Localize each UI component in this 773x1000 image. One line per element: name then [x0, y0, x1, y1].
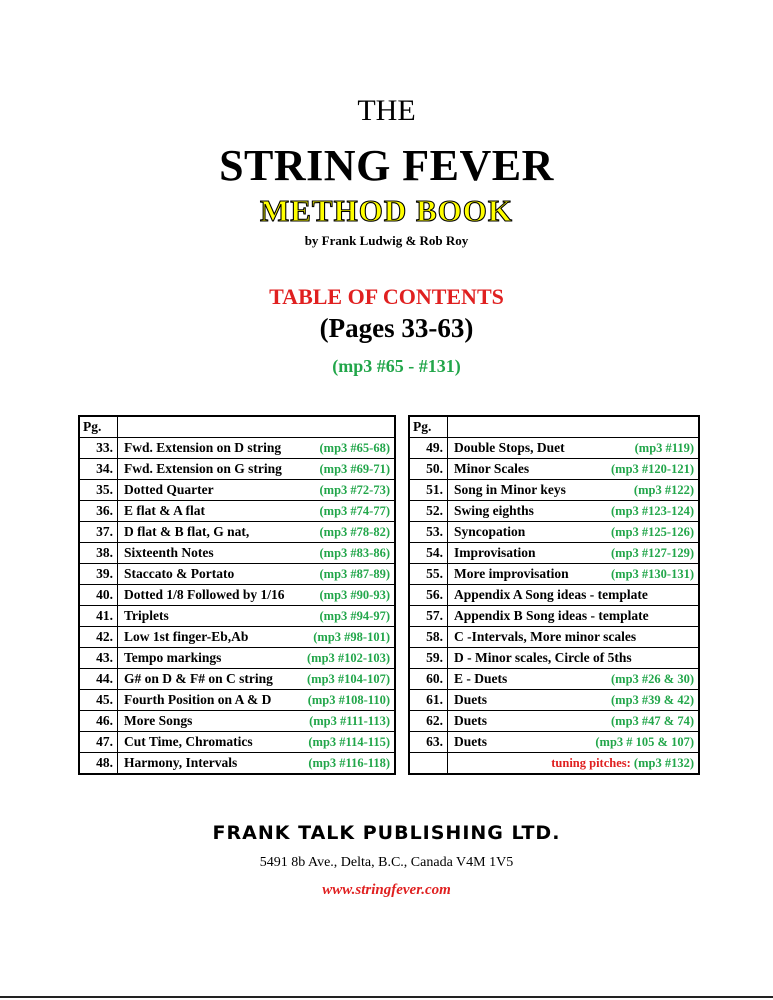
- toc-header-page: Pg.: [79, 416, 118, 438]
- toc-topic: Staccato & Portato: [124, 566, 235, 581]
- toc-mp3-ref: (mp3 #69-71): [319, 462, 390, 476]
- toc-entry: [448, 564, 700, 585]
- toc-topic: Appendix B Song ideas - template: [454, 608, 649, 623]
- toc-page-number: 42.: [79, 627, 118, 648]
- toc-row: [79, 522, 395, 543]
- toc-row: [409, 564, 699, 585]
- toc-header-page: Pg.: [409, 416, 448, 438]
- toc-topic: Duets: [454, 713, 487, 728]
- toc-page-number: 53.: [409, 522, 448, 543]
- toc-topic: Dotted Quarter: [124, 482, 214, 497]
- toc-mp3-ref: (mp3 #26 & 30): [611, 672, 694, 686]
- toc-mp3-ref: (mp3 #125-126): [611, 525, 694, 539]
- toc-row: [409, 522, 699, 543]
- toc-mp3-ref: (mp3 #94-97): [319, 609, 390, 623]
- toc-page-number: 39.: [79, 564, 118, 585]
- toc-mp3-ref: (mp3 #87-89): [319, 567, 390, 581]
- authors-line: by Frank Ludwig & Rob Roy: [304, 233, 469, 248]
- toc-page-number: 54.: [409, 543, 448, 564]
- toc-mp3-ref: (mp3 #114-115): [308, 735, 390, 749]
- toc-page-number: 58.: [409, 627, 448, 648]
- toc-table-right: [408, 415, 700, 775]
- toc-topic: More improvisation: [454, 566, 569, 581]
- toc-page-number: 43.: [79, 648, 118, 669]
- toc-topic: Dotted 1/8 Followed by 1/16: [124, 587, 285, 602]
- toc-row: [79, 543, 395, 564]
- toc-page-number: 40.: [79, 585, 118, 606]
- toc-mp3-ref: (mp3 #108-110): [307, 693, 390, 707]
- toc-mp3-ref: (mp3 #72-73): [319, 483, 390, 497]
- toc-row: [409, 690, 699, 711]
- toc-topic: Fourth Position on A & D: [124, 692, 272, 707]
- toc-row: [79, 501, 395, 522]
- toc-topic: D - Minor scales, Circle of 5ths: [454, 650, 632, 665]
- toc-page-number: 50.: [409, 459, 448, 480]
- toc-mp3-ref: (mp3 # 105 & 107): [595, 735, 694, 749]
- toc-page-number: 55.: [409, 564, 448, 585]
- toc-header-row: [409, 416, 699, 438]
- toc-page-number: 48.: [79, 753, 118, 775]
- toc-page-number: 38.: [79, 543, 118, 564]
- toc-page-number: 45.: [79, 690, 118, 711]
- tuning-label: tuning pitches:: [551, 756, 631, 770]
- toc-topic: Sixteenth Notes: [124, 545, 214, 560]
- toc-topic: Syncopation: [454, 524, 526, 539]
- toc-row: [79, 606, 395, 627]
- toc-entry: [118, 606, 396, 627]
- toc-topic: C -Intervals, More minor scales: [454, 629, 637, 644]
- mp3-range: (mp3 #65 - #131): [332, 356, 461, 376]
- toc-row: [79, 690, 395, 711]
- toc-entry: [118, 438, 396, 459]
- toc-row: [79, 648, 395, 669]
- toc-entry: [448, 522, 700, 543]
- toc-entry: [118, 459, 396, 480]
- toc-page-number: 33.: [79, 438, 118, 459]
- toc-topic: Minor Scales: [454, 461, 530, 476]
- toc-mp3-ref: (mp3 #127-129): [611, 546, 694, 560]
- toc-topic: Song in Minor keys: [454, 482, 566, 497]
- toc-entry: [448, 690, 700, 711]
- toc-mp3-ref: (mp3 #98-101): [313, 630, 390, 644]
- toc-header-topic: [118, 416, 396, 438]
- tuning-mp3-ref: (mp3 #132): [633, 756, 694, 770]
- tuning-pitches: [551, 756, 694, 771]
- toc-mp3-ref: (mp3 #83-86): [319, 546, 390, 560]
- toc-row: [409, 669, 699, 690]
- toc-entry: [448, 711, 700, 732]
- toc-topic: Duets: [454, 734, 487, 749]
- toc-mp3-ref: (mp3 #65-68): [319, 441, 390, 455]
- toc-header-topic: [448, 416, 700, 438]
- toc-page-number: 59.: [409, 648, 448, 669]
- toc-row: [79, 711, 395, 732]
- toc-page-number: 61.: [409, 690, 448, 711]
- toc-page-number: 47.: [79, 732, 118, 753]
- toc-page-number: 49.: [409, 438, 448, 459]
- toc-topic: Harmony, Intervals: [124, 755, 238, 770]
- toc-row: [79, 459, 395, 480]
- toc-page-number: 52.: [409, 501, 448, 522]
- toc-page-number: 51.: [409, 480, 448, 501]
- toc-mp3-ref: (mp3 #123-124): [611, 504, 694, 518]
- toc-heading: TABLE OF CONTENTS: [269, 284, 504, 309]
- toc-page-number: 46.: [79, 711, 118, 732]
- publisher-logo: FRANK TALK PUBLISHING LTD.: [212, 822, 561, 844]
- toc-topic: Triplets: [124, 608, 169, 623]
- toc-topic: Fwd. Extension on G string: [124, 461, 282, 476]
- toc-page-number: [409, 753, 448, 775]
- toc-page-number: 57.: [409, 606, 448, 627]
- toc-row: [409, 480, 699, 501]
- toc-row: [79, 564, 395, 585]
- toc-entry: [118, 501, 396, 522]
- toc-mp3-ref: (mp3 #102-103): [307, 651, 390, 665]
- toc-row: [79, 627, 395, 648]
- toc-topic: Appendix A Song ideas - template: [454, 587, 648, 602]
- toc-mp3-ref: (mp3 #90-93): [319, 588, 390, 602]
- toc-entry: [448, 627, 700, 648]
- toc-entry: [118, 648, 396, 669]
- toc-topic: Tempo markings: [124, 650, 222, 665]
- toc-topic: D flat & B flat, G nat,: [124, 524, 250, 539]
- toc-topic: Duets: [454, 692, 487, 707]
- toc-mp3-ref: (mp3 #39 & 42): [611, 693, 694, 707]
- toc-page-number: 56.: [409, 585, 448, 606]
- tuning-entry: [448, 753, 700, 775]
- toc-page-number: 36.: [79, 501, 118, 522]
- toc-mp3-ref: (mp3 #47 & 74): [611, 714, 694, 728]
- toc-entry: [118, 669, 396, 690]
- toc-row: [409, 711, 699, 732]
- toc-entry: [118, 690, 396, 711]
- page-bottom-rule: [0, 996, 773, 998]
- toc-row: [79, 732, 395, 753]
- toc-row: [409, 648, 699, 669]
- toc-entry: [448, 480, 700, 501]
- toc-row: [409, 501, 699, 522]
- toc-page-number: 60.: [409, 669, 448, 690]
- toc-page-number: 41.: [79, 606, 118, 627]
- toc-row: [409, 753, 699, 775]
- toc-row: [409, 585, 699, 606]
- toc-page-number: 63.: [409, 732, 448, 753]
- book-subtitle: METHOD BOOK: [260, 193, 513, 228]
- title-prefix: THE: [357, 94, 416, 127]
- publisher-address: 5491 8b Ave., Delta, B.C., Canada V4M 1V5: [259, 855, 514, 870]
- toc-row: [79, 669, 395, 690]
- toc-entry: [448, 648, 700, 669]
- toc-topic: Fwd. Extension on D string: [124, 440, 282, 455]
- toc-topic: G# on D & F# on C string: [124, 671, 273, 686]
- toc-mp3-ref: (mp3 #78-82): [319, 525, 390, 539]
- toc-entry: [448, 501, 700, 522]
- toc-row: [79, 438, 395, 459]
- toc-row: [409, 438, 699, 459]
- toc-entry: [118, 711, 396, 732]
- toc-entry: [118, 732, 396, 753]
- toc-topic: Swing eighths: [454, 503, 534, 518]
- toc-topic: E - Duets: [454, 671, 508, 686]
- toc-page-number: 62.: [409, 711, 448, 732]
- toc-row: [409, 627, 699, 648]
- toc-page-number: 35.: [79, 480, 118, 501]
- toc-page-number: 34.: [79, 459, 118, 480]
- toc-entry: [118, 627, 396, 648]
- toc-mp3-ref: (mp3 #130-131): [611, 567, 694, 581]
- toc-entry: [448, 732, 700, 753]
- toc-topic: Cut Time, Chromatics: [124, 734, 253, 749]
- toc-mp3-ref: (mp3 #74-77): [319, 504, 390, 518]
- toc-mp3-ref: (mp3 #111-113): [309, 714, 390, 728]
- toc-entry: [118, 522, 396, 543]
- toc-entry: [448, 606, 700, 627]
- toc-row: [79, 585, 395, 606]
- toc-mp3-ref: (mp3 #116-118): [308, 756, 390, 770]
- toc-entry: [118, 543, 396, 564]
- toc-entry: [448, 669, 700, 690]
- toc-entry: [448, 438, 700, 459]
- pages-range: (Pages 33-63): [319, 313, 474, 343]
- toc-topic: Double Stops, Duet: [454, 440, 565, 455]
- toc-row: [409, 732, 699, 753]
- toc-row: [409, 459, 699, 480]
- toc-page-number: 44.: [79, 669, 118, 690]
- toc-entry: [118, 753, 396, 775]
- toc-topic: Improvisation: [454, 545, 536, 560]
- book-title: STRING FEVER: [219, 141, 554, 190]
- toc-entry: [118, 480, 396, 501]
- toc-topic: E flat & A flat: [124, 503, 205, 518]
- toc-mp3-ref: (mp3 #120-121): [611, 462, 694, 476]
- toc-entry: [448, 543, 700, 564]
- toc-header-row: [79, 416, 395, 438]
- toc-entry: [448, 585, 700, 606]
- toc-entry: [118, 585, 396, 606]
- website-link[interactable]: www.stringfever.com: [322, 882, 451, 898]
- toc-table-left: [78, 415, 396, 775]
- toc-row: [79, 753, 395, 775]
- toc-topic: Low 1st finger-Eb,Ab: [124, 629, 249, 644]
- toc-topic: More Songs: [124, 713, 193, 728]
- toc-page-number: 37.: [79, 522, 118, 543]
- toc-row: [79, 480, 395, 501]
- toc-entry: [448, 459, 700, 480]
- toc-row: [409, 606, 699, 627]
- toc-mp3-ref: (mp3 #122): [633, 483, 694, 497]
- toc-mp3-ref: (mp3 #119): [634, 441, 694, 455]
- toc-mp3-ref: (mp3 #104-107): [307, 672, 390, 686]
- toc-entry: [118, 564, 396, 585]
- toc-row: [409, 543, 699, 564]
